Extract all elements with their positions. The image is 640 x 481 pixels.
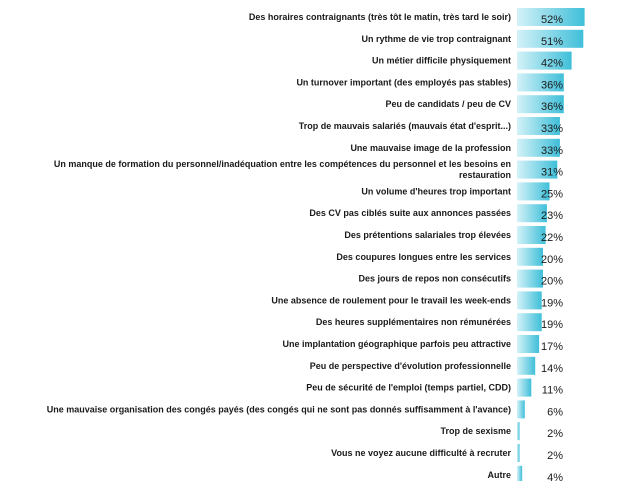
value-label: 33% [540,123,563,135]
value-label: 4% [547,471,563,481]
bar [517,357,535,375]
value-label: 33% [540,144,563,157]
bar [517,379,531,397]
value-label: 31% [540,166,563,179]
category-label: Trop de mauvais salariés (mauvais état d'esprit...) [298,121,511,131]
value-label: 19% [540,319,563,332]
value-label: 19% [540,297,563,310]
value-label: 42% [540,57,563,70]
value-label: 51% [540,35,563,48]
category-label: restauration [458,170,511,181]
category-label: Autre [487,469,511,480]
value-label: 11% [541,384,563,397]
category-label: Une mauvaise image de la profession [350,142,511,153]
value-label: 17% [540,341,563,353]
value-label: 36% [540,79,563,92]
bar [517,291,542,309]
bar [517,313,542,331]
bar [517,335,539,353]
category-label: Des jours de repos non consécutifs [358,273,511,284]
bar [517,422,520,440]
bar [517,400,525,418]
category-label: Un volume d'heures trop important [361,186,511,197]
value-label: 20% [540,275,563,288]
category-label: Peu de perspective d'évolution professionnelle [309,360,511,371]
value-label: 14% [540,362,563,375]
category-label: Une mauvaise organisation des congés payés (des congés qui ne sont pas donnés suffisamment à l'avance) [46,404,511,415]
value-label: 2% [547,450,563,462]
category-label: Une absence de roulement pour le travail les week-ends [271,295,511,306]
category-label: Un turnover important (des employés pas stables) [296,77,511,88]
category-label: Un manque de formation du personnel/inadéquation entre les compétences du personnel et les besoins en [53,159,511,170]
bar [517,270,543,288]
value-label: 25% [540,188,563,201]
value-label: 36% [540,101,563,114]
value-label: 2% [547,428,563,441]
value-label: 20% [540,253,563,266]
category-label: Des prétentions salariales trop élevées [344,230,511,240]
category-label: Des coupures longues entre les services [336,251,511,262]
category-label: Peu de candidats / peu de CV [385,99,511,110]
value-label: 6% [547,406,563,419]
bar [517,248,543,266]
value-label: 22% [540,232,563,244]
category-label: Des CV pas ciblés suite aux annonces passées [309,208,511,219]
category-label: Vous ne voyez aucune difficulté à recruter [331,448,511,458]
category-label: Peu de sécurité de l'emploi (temps partiel, CDD) [306,382,511,393]
value-label: 52% [540,14,563,26]
bar [517,466,522,481]
category-label: Des horaires contraignants (très tôt le matin, très tard le soir) [248,12,511,22]
category-label: Un rythme de vie trop contraignant [361,33,511,44]
category-label: Trop de sexisme [440,426,511,437]
category-label: Des heures supplémentaires non rémunérées [315,317,511,328]
bar [517,444,520,462]
category-labels-group [47,12,512,480]
category-label: Une implantation géographique parfois peu attractive [282,339,511,349]
value-labels-group [541,14,563,481]
value-label: 23% [540,210,563,223]
category-label: Un métier difficile physiquement [371,55,511,66]
